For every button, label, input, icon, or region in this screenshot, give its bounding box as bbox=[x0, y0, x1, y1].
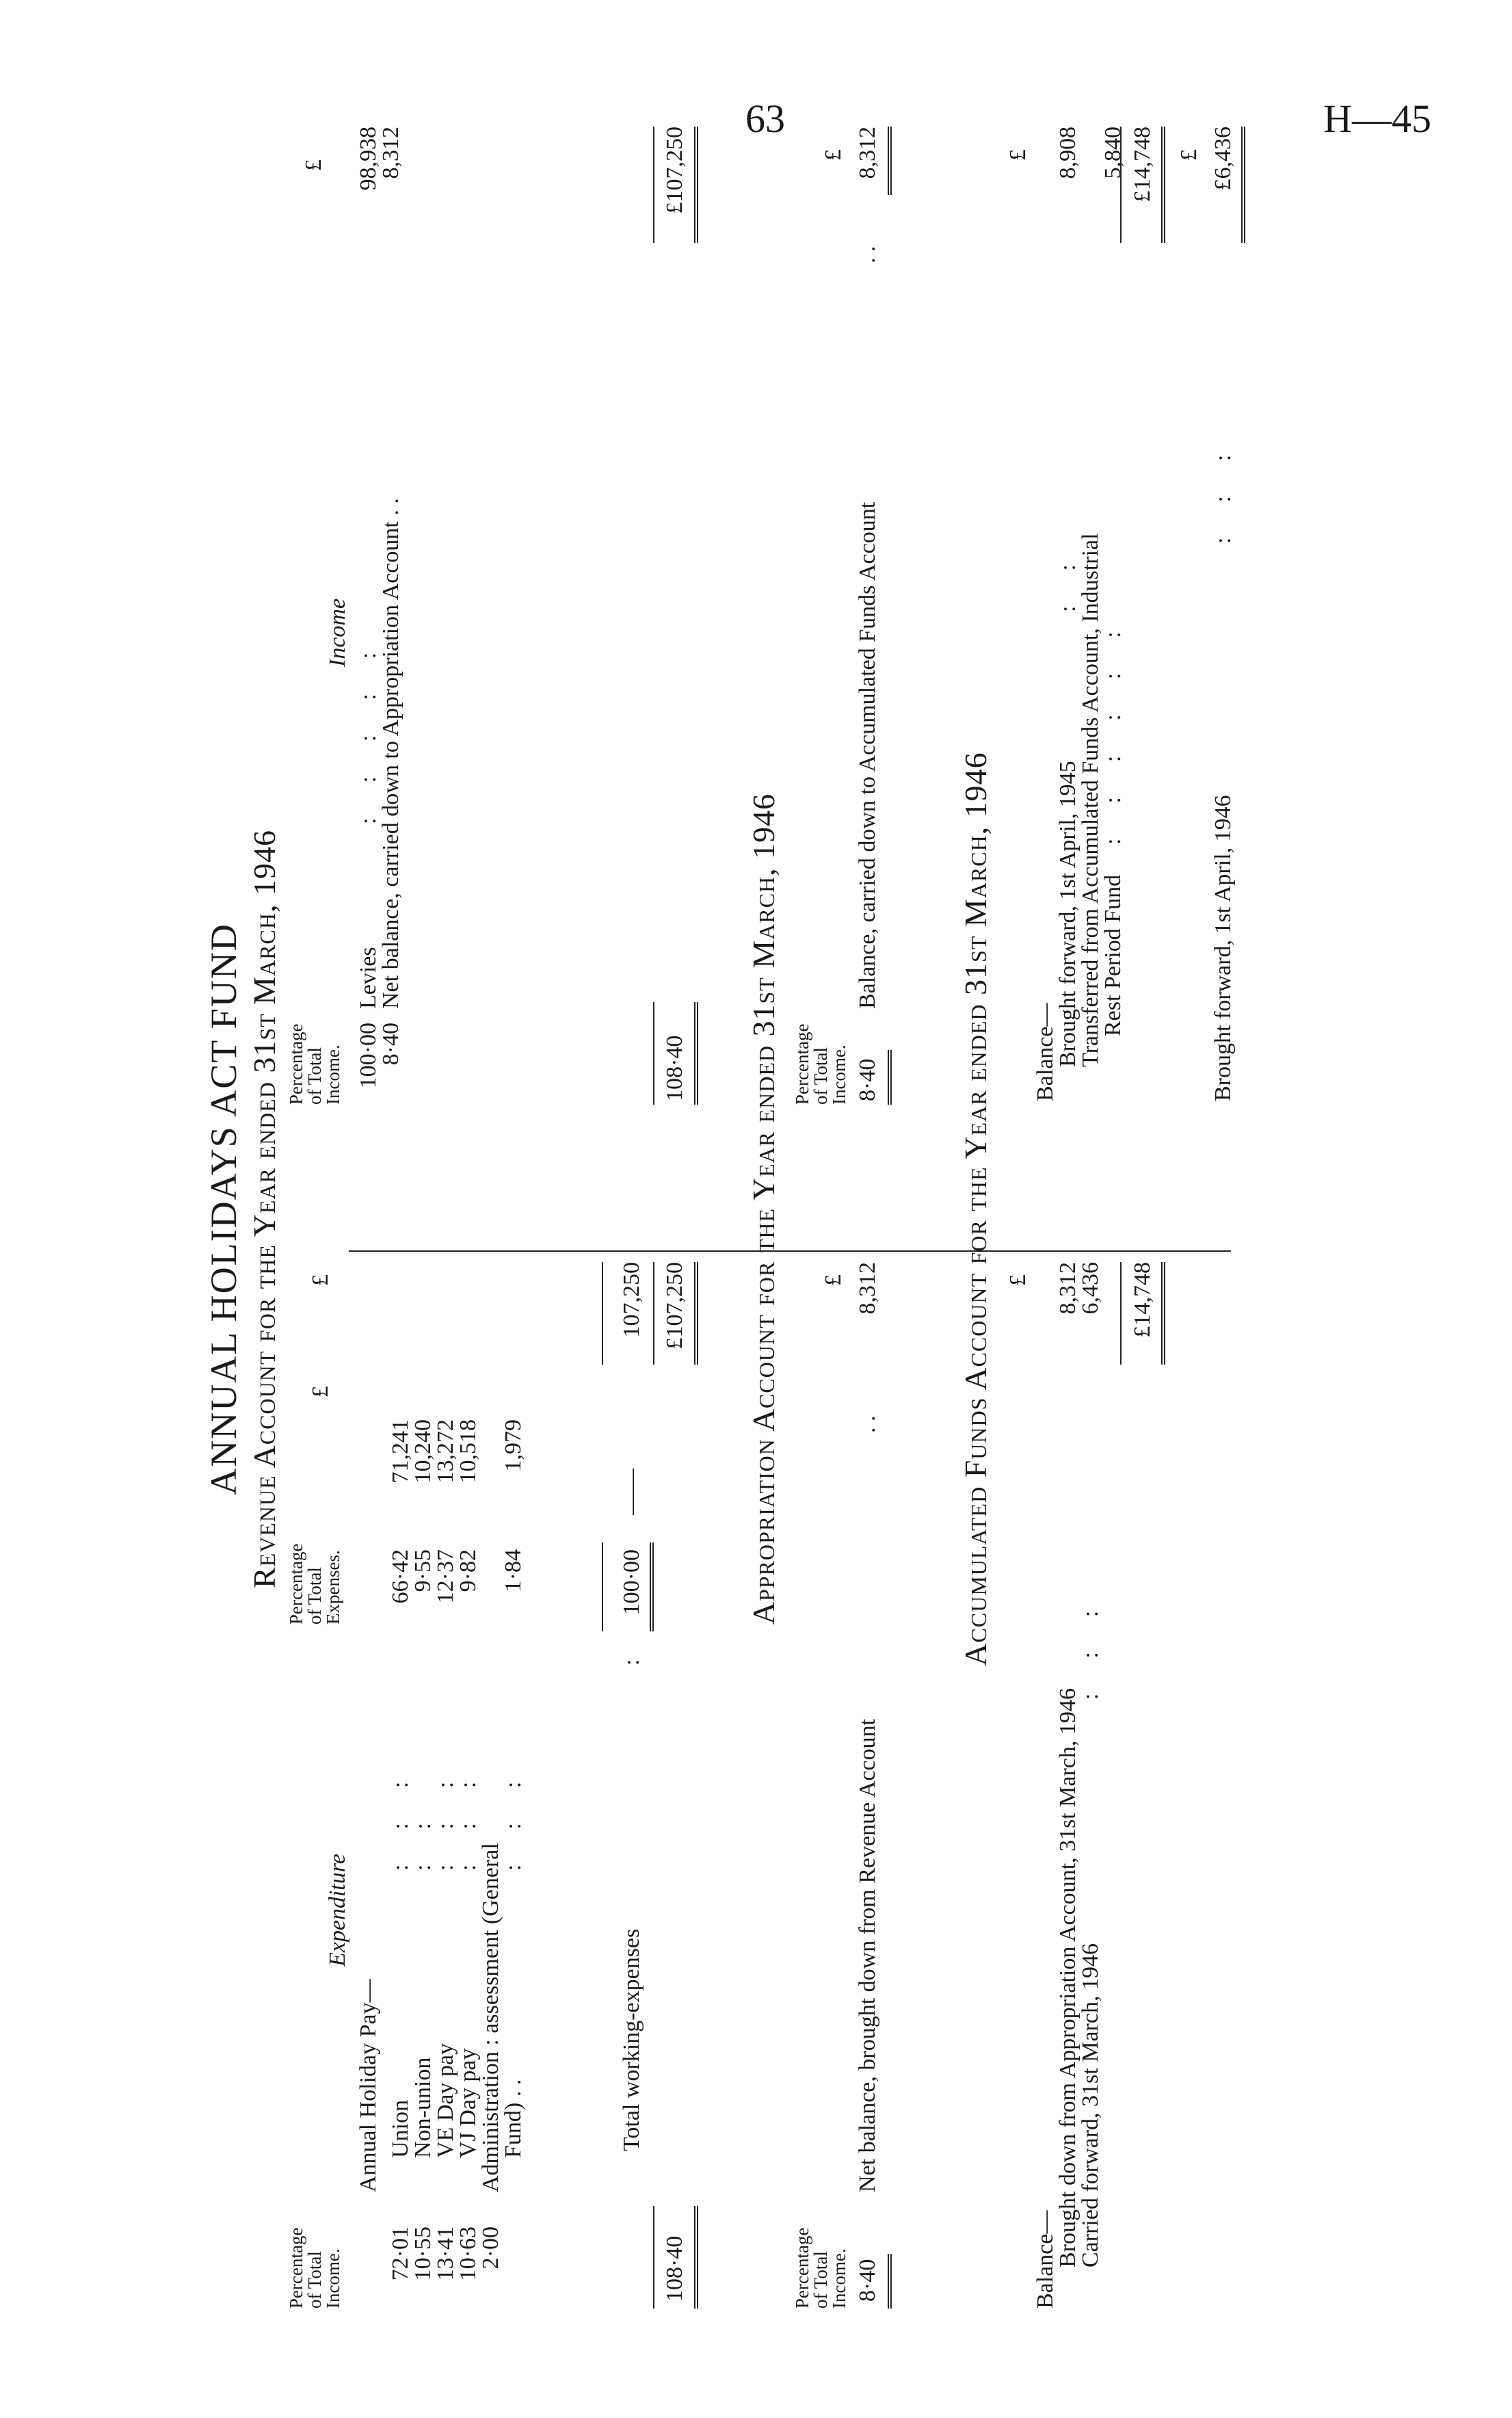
income-heading: Income bbox=[325, 598, 350, 667]
rule bbox=[653, 2206, 654, 2309]
revenue-heading: Revenue Account for the Year ended 31st March, 1946 bbox=[247, 830, 282, 1588]
accumulated-right-total: £14,748 bbox=[1130, 127, 1155, 202]
pound-sign: £ bbox=[301, 159, 326, 171]
total-pct-expenses: 100·00 bbox=[619, 1549, 644, 1616]
expenditure-pct-expenses: 9·82 bbox=[455, 1549, 481, 1592]
double-rule bbox=[694, 1002, 698, 1105]
expenditure-pct-expenses: 12·37 bbox=[433, 1549, 458, 1604]
rule bbox=[653, 127, 654, 243]
income-amount: 8,312 bbox=[378, 127, 403, 179]
income-pct: 100·00 bbox=[356, 1023, 381, 1089]
rule bbox=[653, 1262, 654, 1365]
leader-dots: : : bbox=[410, 1823, 436, 1871]
leader-dots: : : : bbox=[1210, 454, 1236, 544]
appropriation-left-pct: 8·40 bbox=[855, 2259, 880, 2302]
expenditure-label: Union bbox=[388, 2100, 413, 2158]
revenue-grand-total-left: £107,250 bbox=[662, 1262, 687, 1350]
double-rule bbox=[694, 2206, 698, 2309]
leader-dots: : : : : : : bbox=[1100, 631, 1126, 845]
expenditure-pct-income: 13·41 bbox=[433, 2226, 458, 2281]
double-rule bbox=[1161, 127, 1165, 243]
income-pct: 8·40 bbox=[378, 1023, 403, 1066]
rule bbox=[1120, 127, 1122, 243]
appropriation-col-pct-income: Percentage of Total Income. bbox=[792, 2227, 849, 2309]
leader-dots: : : : bbox=[501, 1781, 526, 1871]
expenditure-label: Fund) . . bbox=[501, 2079, 526, 2158]
document-title: ANNUAL HOLIDAYS ACT FUND bbox=[203, 923, 244, 1495]
leader-dots: : bbox=[619, 1659, 644, 1666]
total-amount: 107,250 bbox=[619, 1262, 644, 1338]
expenditure-label: Annual Holiday Pay— bbox=[356, 1979, 381, 2192]
accumulated-left-amount: 6,436 bbox=[1078, 1262, 1103, 1315]
accumulated-left-heading: Balance— bbox=[1033, 2210, 1058, 2309]
accumulated-right-amount: 5,840 bbox=[1100, 127, 1126, 179]
expenditure-pct-expenses: 9·55 bbox=[410, 1549, 436, 1592]
appropriation-right-label: Balance, carried down to Accumulated Funds Account bbox=[855, 501, 880, 1009]
accumulated-right-label: Transferred from Accumulated Funds Account, Industrial bbox=[1078, 533, 1103, 1067]
accumulated-right-heading: Balance— bbox=[1033, 1003, 1058, 1101]
accumulated-right-amount: 8,908 bbox=[1055, 127, 1080, 179]
revenue-col-pct-income-right: Percentage of Total Income. bbox=[286, 1023, 343, 1105]
expenditure-label: VE Day pay bbox=[433, 2042, 458, 2158]
pct-income-total-right: 108·40 bbox=[662, 1035, 687, 1101]
double-rule bbox=[888, 2254, 892, 2309]
double-rule bbox=[694, 127, 698, 243]
double-rule bbox=[888, 1050, 892, 1105]
leader-dots: : : : bbox=[455, 1781, 481, 1871]
pound-sign: £ bbox=[1005, 149, 1031, 161]
income-label: Net balance, carried down to Appropriation Account . . bbox=[378, 498, 403, 1009]
expenditure-label: VJ Day pay bbox=[455, 2048, 481, 2158]
pound-sign: £ bbox=[821, 149, 846, 161]
double-rule bbox=[1161, 1262, 1165, 1365]
revenue-col-pct-income: Percentage of Total Income. bbox=[286, 2227, 343, 2309]
appropriation-heading: Appropriation Account for the Year ended 31st March, 1946 bbox=[746, 793, 781, 1625]
expenditure-label: Administration : assessment (General bbox=[478, 1843, 503, 2192]
expenditure-pct-income: 2·00 bbox=[478, 2226, 503, 2270]
appropriation-right-pct: 8·40 bbox=[855, 1058, 880, 1101]
revenue-col-pct-expenses: Percentage of Total Expenses. bbox=[286, 1543, 343, 1625]
leader-dots: . . bbox=[855, 1415, 880, 1433]
pct-income-total-left: 108·40 bbox=[662, 2235, 687, 2302]
leader-dots: : : : bbox=[433, 1781, 458, 1871]
pound-sign: £ bbox=[821, 1274, 846, 1286]
appropriation-divider bbox=[848, 1250, 889, 1252]
accumulated-heading: Accumulated Funds Account for the Year ended 31st March, 1946 bbox=[958, 752, 993, 1666]
expenditure-amount: 10,518 bbox=[455, 1419, 481, 1484]
rule bbox=[602, 1542, 603, 1631]
appropriation-col-pct-income-right: Percentage of Total Income. bbox=[792, 1023, 849, 1105]
double-rule bbox=[888, 127, 892, 195]
rule bbox=[653, 1002, 654, 1105]
leader-dots: . . bbox=[855, 246, 880, 263]
dash: —— bbox=[619, 1469, 644, 1515]
expenditure-amount: 10,240 bbox=[410, 1419, 436, 1484]
expenditure-pct-expenses: 66·42 bbox=[388, 1549, 413, 1604]
expenditure-amount: 13,272 bbox=[433, 1419, 458, 1484]
leader-dots: : : bbox=[1055, 564, 1080, 612]
accumulated-divider bbox=[1026, 1250, 1231, 1252]
double-rule bbox=[694, 1262, 698, 1365]
accumulated-left-amount: 8,312 bbox=[1055, 1262, 1080, 1315]
rule bbox=[602, 1262, 603, 1365]
revenue-grand-total-right: £107,250 bbox=[662, 127, 687, 214]
accumulated-left-label: Carried forward, 31st March, 1946 bbox=[1078, 1943, 1103, 2268]
income-amount: 98,938 bbox=[356, 127, 381, 191]
pound-sign: £ bbox=[308, 1386, 333, 1397]
appropriation-left-label: Net balance, brought down from Revenue Account bbox=[855, 1718, 880, 2192]
leader-dots: : : : bbox=[1078, 1610, 1103, 1700]
accumulated-right-label: Brought forward, 1st April, 1945 bbox=[1055, 761, 1080, 1067]
accumulated-left-total: £14,748 bbox=[1130, 1262, 1155, 1338]
expenditure-label: Non-union bbox=[410, 2057, 436, 2158]
appropriation-left-amount: 8,312 bbox=[855, 1262, 880, 1315]
accumulated-left-label: Brought down from Appropriation Account, 31st March, 1946 bbox=[1055, 1687, 1080, 2268]
expenditure-pct-income: 72·01 bbox=[388, 2226, 413, 2281]
leader-dots: : : : bbox=[388, 1781, 413, 1871]
double-rule bbox=[1241, 127, 1245, 243]
double-rule bbox=[650, 1542, 654, 1631]
expenditure-pct-income: 10·63 bbox=[455, 2226, 481, 2281]
expenditure-pct-income: 10·55 bbox=[410, 2226, 436, 2281]
pound-sign: £ bbox=[308, 1274, 333, 1286]
brought-forward-amount: £6,436 bbox=[1210, 127, 1236, 191]
rule bbox=[1120, 1262, 1122, 1365]
page-number: 63 bbox=[745, 96, 785, 141]
expenditure-pct-expenses: 1·84 bbox=[501, 1549, 526, 1592]
page-reference: H—45 bbox=[1323, 96, 1431, 141]
expenditure-amount: 1,979 bbox=[501, 1419, 526, 1472]
appropriation-right-amount: 8,312 bbox=[855, 127, 880, 179]
pound-sign: £ bbox=[1005, 1274, 1031, 1286]
leader-dots: : : : : : bbox=[356, 652, 381, 824]
income-label: Levies bbox=[356, 947, 381, 1009]
accumulated-right-label: Rest Period Fund bbox=[1100, 874, 1126, 1036]
brought-forward-label: Brought forward, 1st April, 1946 bbox=[1210, 795, 1236, 1101]
expenditure-heading: Expenditure bbox=[325, 1854, 350, 1967]
total-working-expenses-label: Total working-expenses bbox=[619, 1928, 644, 2151]
expenditure-amount: 71,241 bbox=[388, 1419, 413, 1484]
pound-sign: £ bbox=[1176, 149, 1202, 161]
